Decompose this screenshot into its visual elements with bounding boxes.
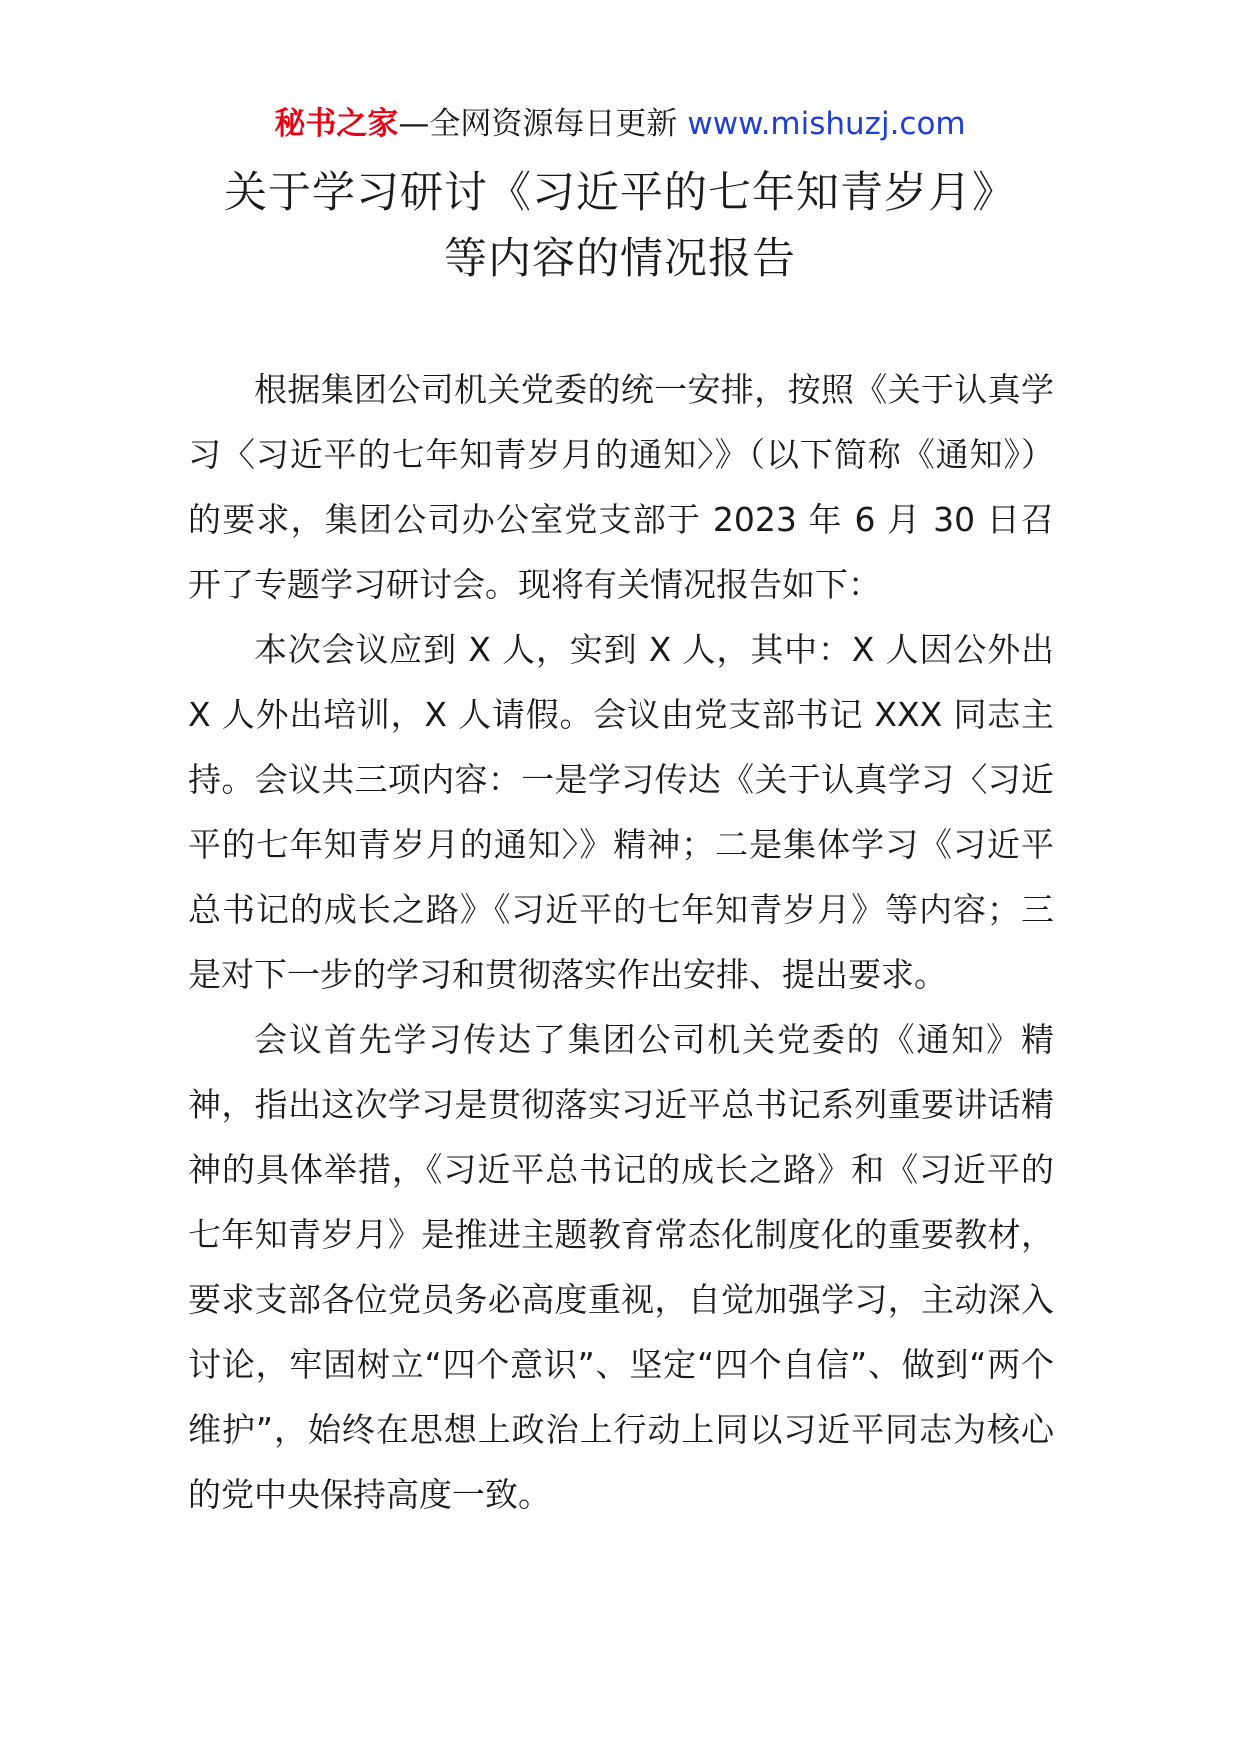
title-line-2: 等内容的情况报告	[444, 234, 796, 284]
body-paragraph-2: 本次会议应到 X 人，实到 X 人，其中：X 人因公外出 X 人外出培训，X 人请假。会议由党支部书记 XXX 同志主持。会议共三项内容：一是学习传达《关于认真学习〈习近平的七年知青岁月的通知〉》精神；二是集体学习《习近平总书记的成长之路》《习近平的七年知青岁月》等内容；三是对下一步的学习和贯彻落实作出安排、提出要求。	[188, 630, 1054, 994]
body-paragraph-3: 会议首先学习传达了集团公司机关党委的《通知》精神，指出这次学习是贯彻落实习近平总书记系列重要讲话精神的具体举措，《习近平总书记的成长之路》和《习近平的七年知青岁月》是推进主题教育常态化制度化的重要教材，要求支部各位党员务必高度重视，自觉加强学习，主动深入讨论，牢固树立“四个意识”、坚定“四个自信”、做到“两个维护”，始终在思想上政治上行动上同以习近平同志为核心的党中央保持高度一致。	[188, 1020, 1054, 1514]
document-title	[0, 160, 1240, 292]
site-brand: 秘书之家	[274, 106, 399, 142]
site-url-link[interactable]: www.mishuzj.com	[687, 106, 966, 142]
site-header	[0, 102, 1240, 146]
site-tagline: —全网资源每日更新	[398, 106, 678, 142]
body-paragraph-1: 根据集团公司机关党委的统一安排，按照《关于认真学习〈习近平的七年知青岁月的通知〉》（以下简称《通知》）的要求，集团公司办公室党支部于 2023 年 6 月 30 日召开了专题学习研讨会。现将有关情况报告如下：	[188, 370, 1054, 604]
title-line-1: 关于学习研讨《习近平的七年知青岁月》	[224, 168, 1016, 218]
document-body	[188, 357, 1054, 1527]
